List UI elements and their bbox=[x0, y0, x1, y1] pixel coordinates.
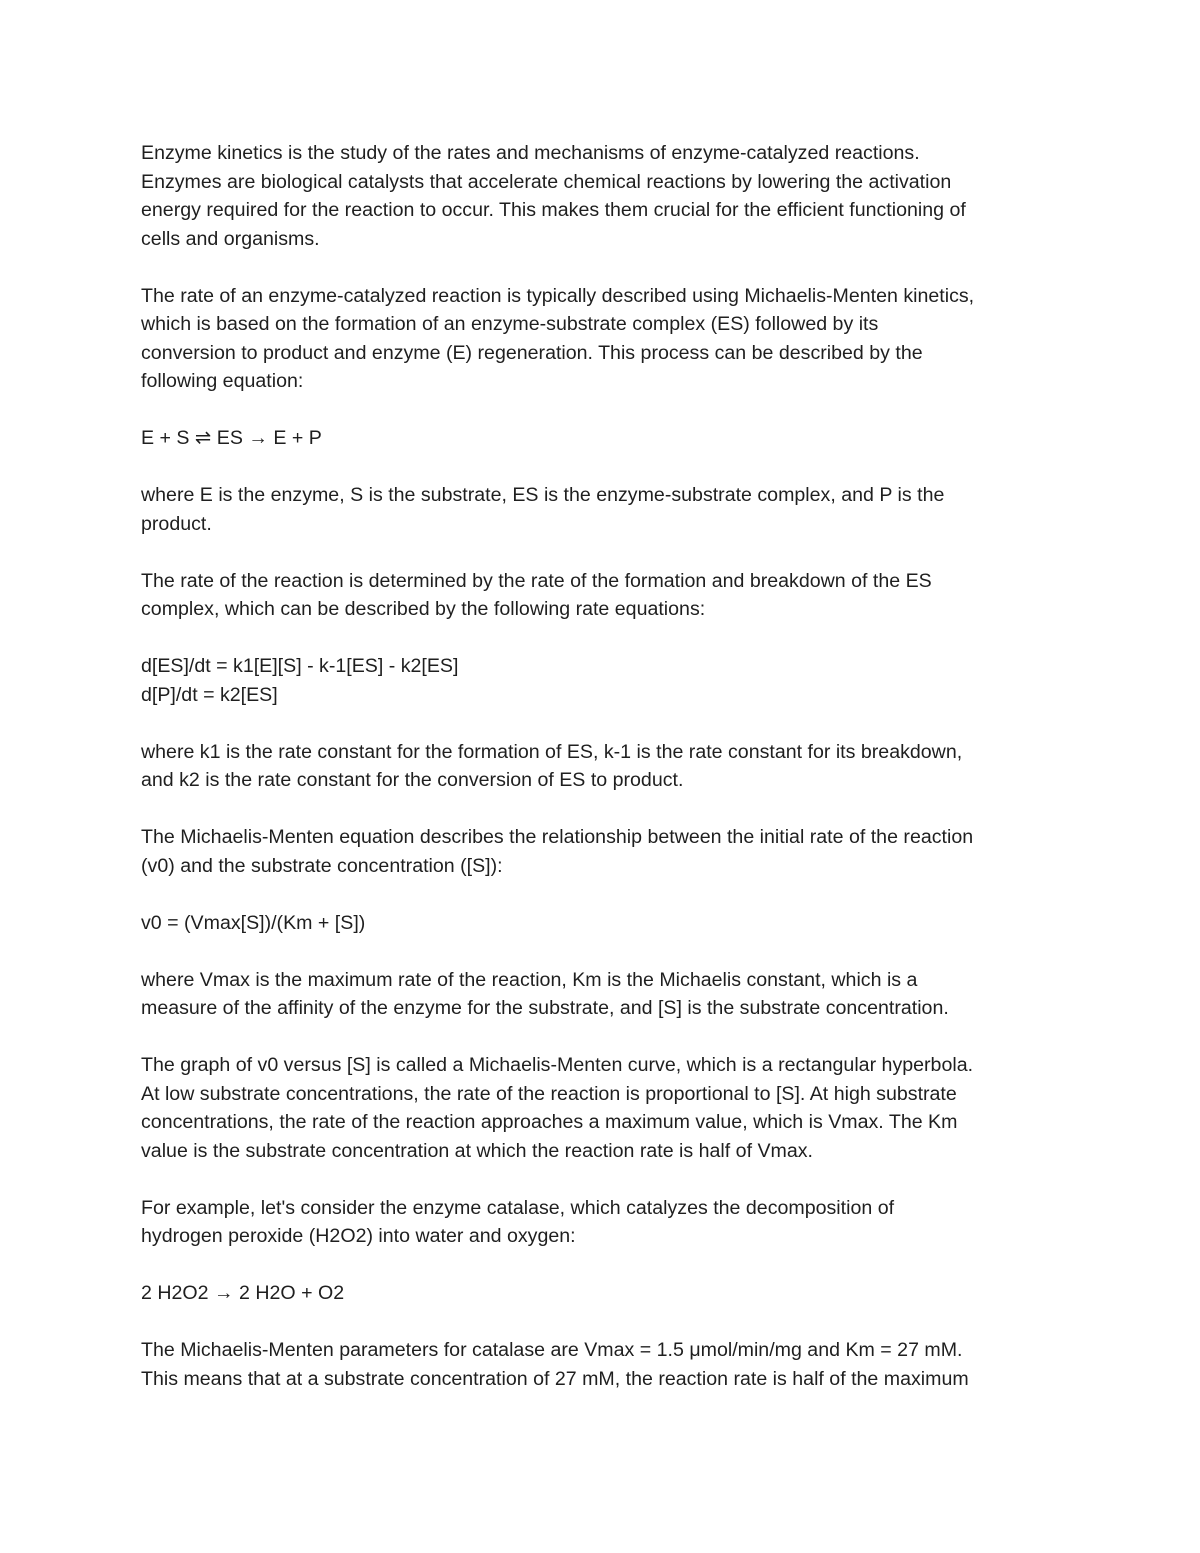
document-body bbox=[141, 139, 1071, 1393]
paragraph-mm-curve: The graph of v0 versus [S] is called a Michaelis-Menten curve, which is a rectangular hyperbola. At low substrate concentrations, the rate of the reaction is proportional to [S]. At high substrate concentrations, the rate of the reaction approaches a maximum value, which is Vmax. The Km value is the substrate concentration at which the reaction rate is half of Vmax. bbox=[141, 1054, 974, 1162]
equation-rate-equations: d[ES]/dt = k1[E][S] - k-1[ES] - k2[ES] d[P]/dt = k2[ES] bbox=[141, 655, 459, 706]
paragraph-michaelis-menten-intro: The rate of an enzyme-catalyzed reaction is typically described using Michaelis-Menten kinetics, which is based on the formation of an enzyme-substrate complex (ES) followed by its conversion to product and enzyme (E) regeneration. This process can be described by the following equation: bbox=[141, 284, 975, 392]
paragraph-catalase-example: For example, let's consider the enzyme catalase, which catalyzes the decomposition of hydrogen peroxide (H2O2) into water and oxygen: bbox=[141, 1196, 895, 1247]
paragraph-rate-intro: The rate of the reaction is determined by the rate of the formation and breakdown of the ES complex, which can be described by the following rate equations: bbox=[141, 569, 932, 620]
equation-reaction-scheme: E + S ⇌ ES → E + P bbox=[141, 427, 322, 449]
paragraph-mm-equation-intro: The Michaelis-Menten equation describes the relationship between the initial rate of the reaction (v0) and the substrate concentration ([S]): bbox=[141, 826, 974, 877]
equation-michaelis-menten: v0 = (Vmax[S])/(Km + [S]) bbox=[141, 911, 366, 934]
equation-catalase-reaction: 2 H2O2 → 2 H2O + O2 bbox=[141, 1282, 345, 1304]
paragraph-intro: Enzyme kinetics is the study of the rates and mechanisms of enzyme-catalyzed reactions. Enzymes are biological catalysts that accelerate chemical reactions by lowering the activation energy required for the reaction to occur. This makes them crucial for the efficient functioning of cells and organisms. bbox=[141, 142, 966, 250]
paragraph-catalase-parameters: The Michaelis-Menten parameters for catalase are Vmax = 1.5 μmol/min/mg and Km = 27 mM. This means that at a substrate concentration of 27 mM, the reaction rate is half of the maximum bbox=[141, 1339, 969, 1390]
paragraph-mm-definitions: where Vmax is the maximum rate of the reaction, Km is the Michaelis constant, which is a measure of the affinity of the enzyme for the substrate, and [S] is the substrate concentration. bbox=[141, 968, 949, 1019]
paragraph-rate-constants: where k1 is the rate constant for the formation of ES, k-1 is the rate constant for its breakdown, and k2 is the rate constant for the conversion of ES to product. bbox=[141, 740, 963, 791]
paragraph-scheme-definitions: where E is the enzyme, S is the substrate, ES is the enzyme-substrate complex, and P is the product. bbox=[141, 484, 945, 535]
